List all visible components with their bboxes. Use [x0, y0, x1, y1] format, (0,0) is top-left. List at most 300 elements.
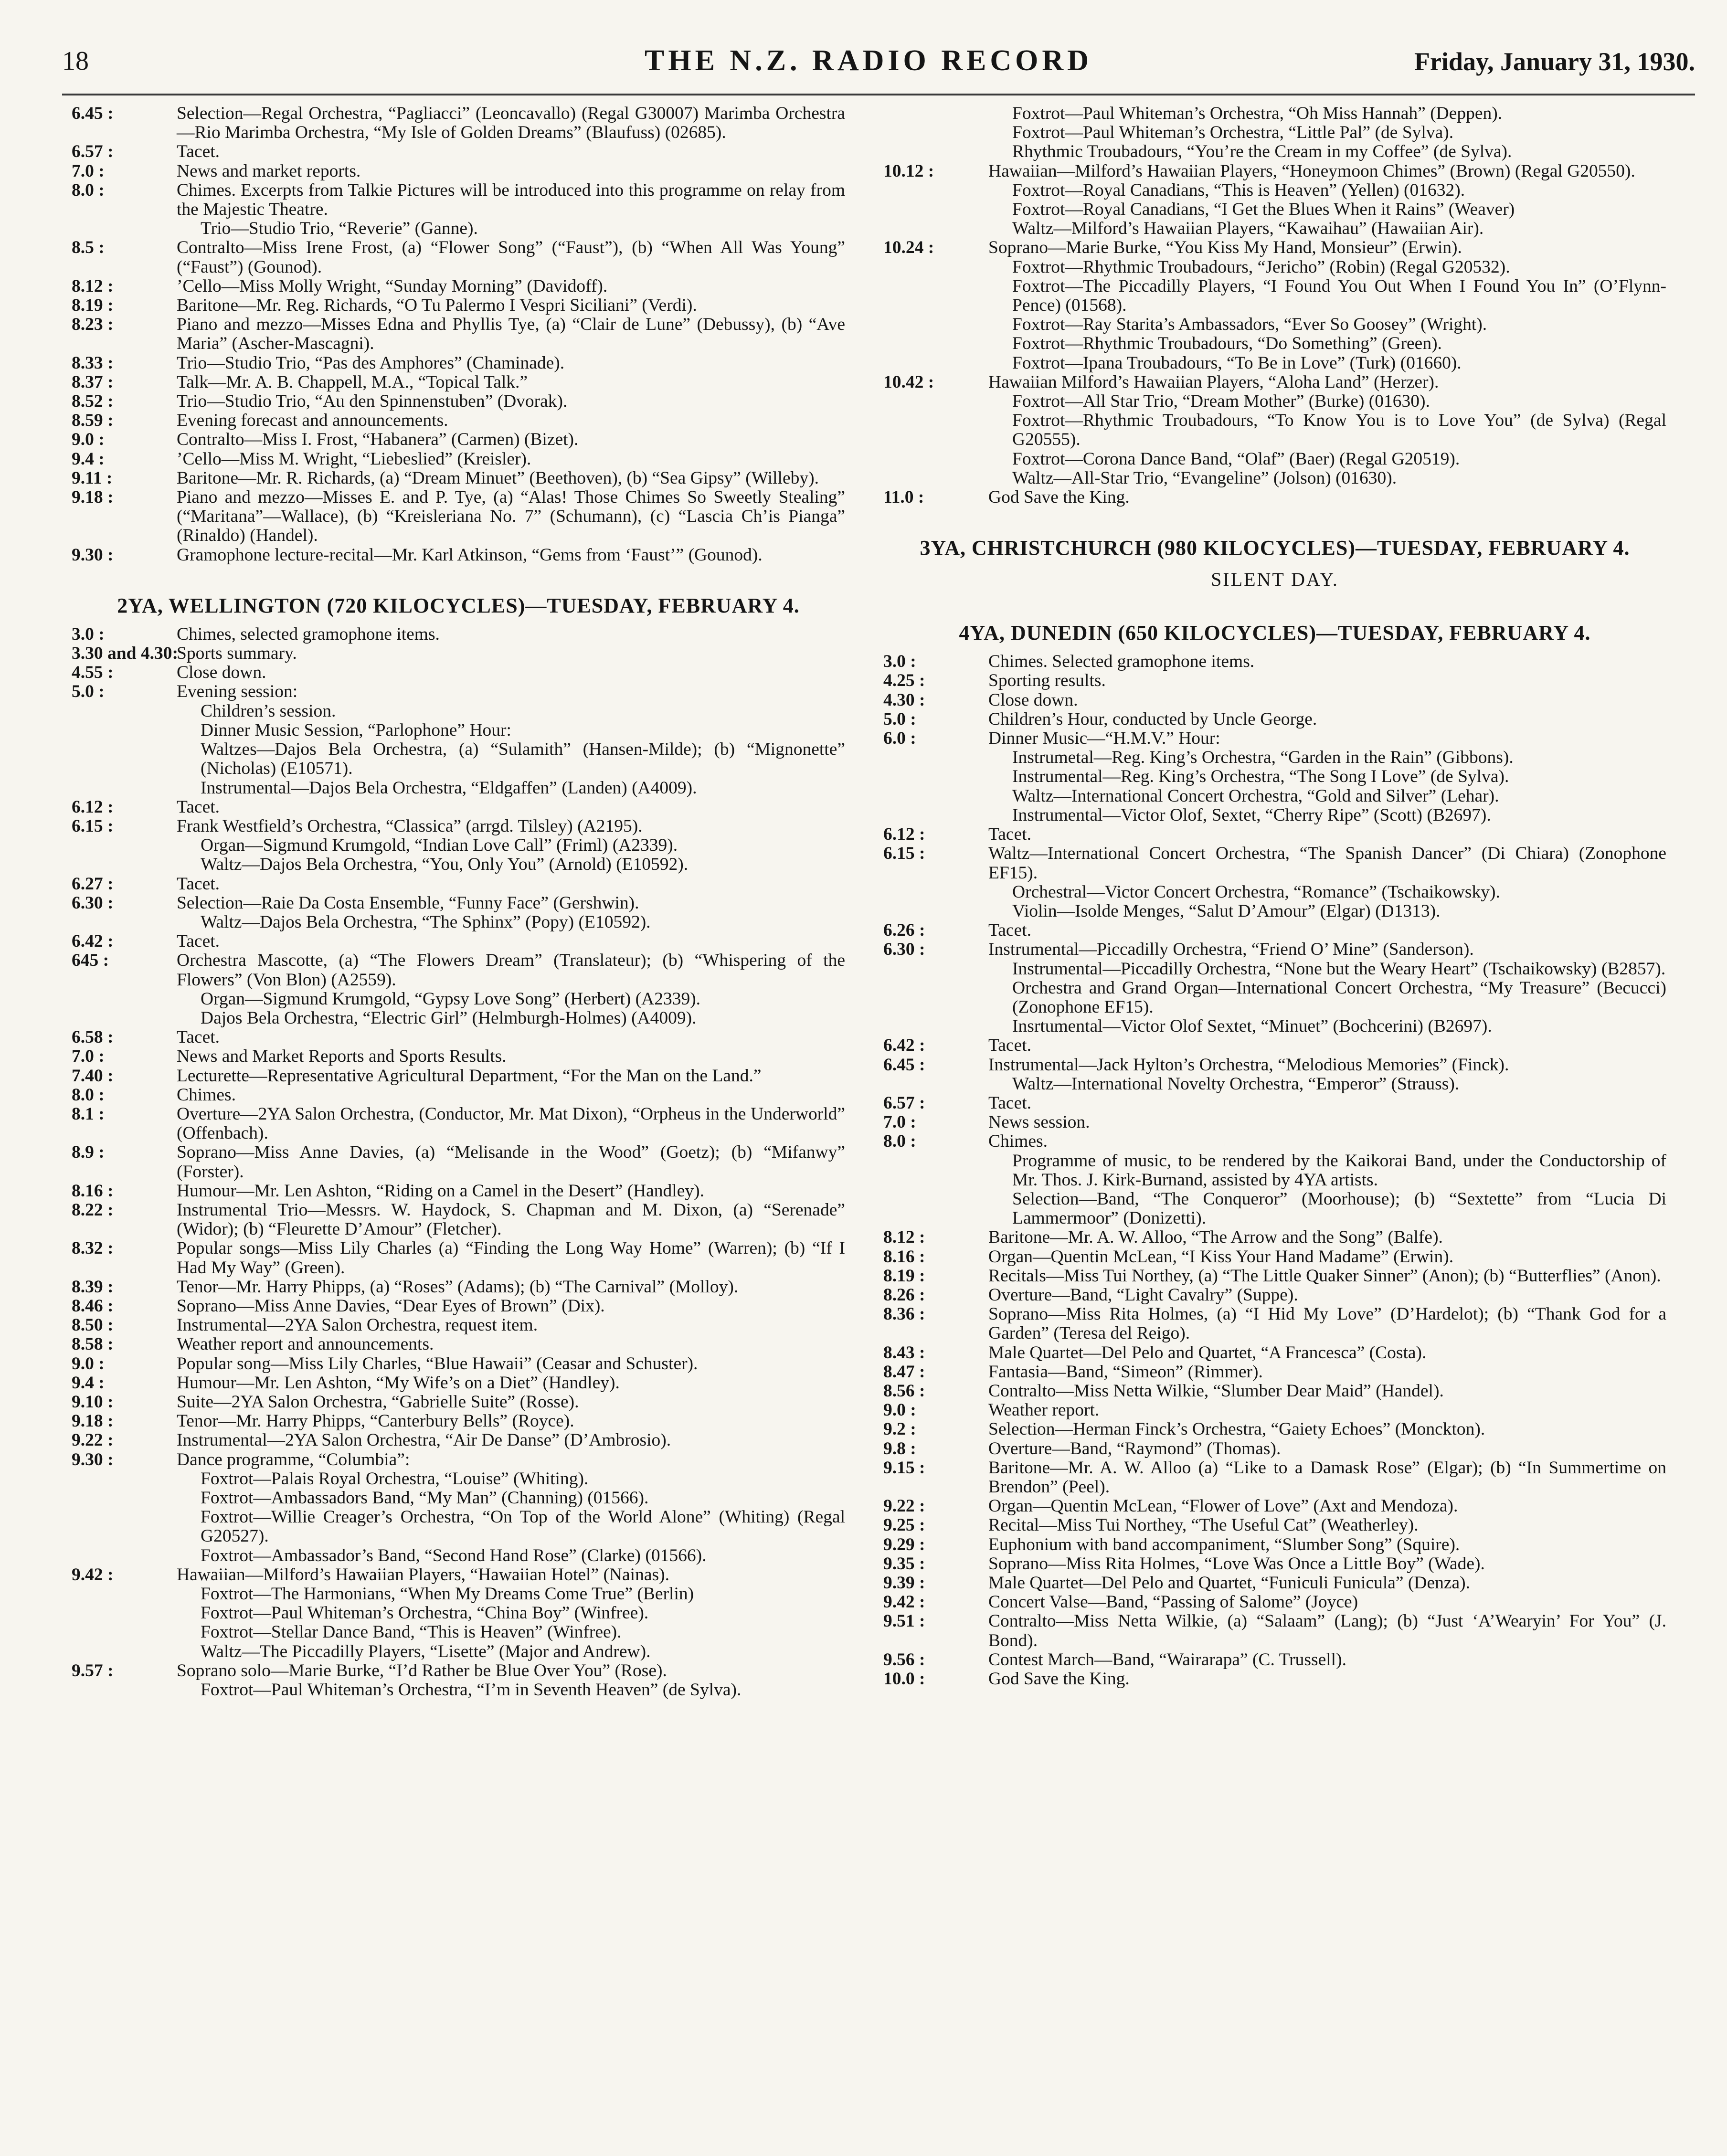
programme-description: Organ—Sigmund Krumgold, “Gypsy Love Song” (Herbert) (A2339). — [201, 989, 701, 1009]
programme-item — [883, 258, 1666, 277]
programme-description: Selection—Herman Finck’s Orchestra, “Gaiety Echoes” (Monckton). — [988, 1419, 1485, 1439]
programme-description: Soprano—Miss Anne Davies, “Dear Eyes of Brown” (Dix). — [177, 1296, 605, 1316]
programme-description: Orchestral—Victor Concert Orchestra, “Romance” (Tschaikowsky). — [1012, 882, 1500, 902]
programme-description: Tacet. — [177, 142, 220, 162]
programme-description: Foxtrot—Paul Whiteman’s Orchestra, “Little Pal” (de Sylva). — [1012, 123, 1454, 143]
programme-item — [883, 671, 1666, 690]
programme-time: 4.30 : — [883, 690, 925, 710]
programme-description: Baritone—Mr. Reg. Richards, “O Tu Palermo I Vespri Siciliani” (Verdi). — [177, 296, 697, 316]
programme-time: 8.46 : — [72, 1296, 114, 1316]
programme-description: Talk—Mr. A. B. Chappell, M.A., “Topical Talk.” — [177, 372, 528, 392]
station-heading: 2YA, WELLINGTON (720 KILOCYCLES)—TUESDAY, FEBRUARY 4. — [117, 593, 800, 617]
programme-description: Recitals—Miss Tui Northey, (a) “The Little Quaker Sinner” (Anon); (b) “Butterflies” (Anon). — [988, 1266, 1661, 1286]
programme-description: Tacet. — [988, 1093, 1032, 1113]
programme-time: 8.52 : — [72, 391, 114, 412]
programme-description: Waltz—Dajos Bela Orchestra, “The Sphinx” (Popy) (E10592). — [201, 912, 651, 932]
programme-item — [883, 1497, 1666, 1516]
programme-description: Organ—Quentin McLean, “I Kiss Your Hand Madame” (Erwin). — [988, 1247, 1454, 1267]
programme-time: 10.42 : — [883, 372, 934, 392]
programme-description: Lecturette—Representative Agricultural Department, “For the Man on the Land.” — [177, 1066, 762, 1086]
programme-description: Contralto—Miss Irene Frost, (a) “Flower Song” (“Faust”), (b) “When All Was Young” (“Faust”) (Gounod). — [177, 238, 845, 277]
station-heading: 3YA, CHRISTCHURCH (980 KILOCYCLES)—TUESDAY, FEBRUARY 4. — [920, 536, 1630, 560]
programme-item — [883, 1036, 1666, 1055]
programme-description: Rhythmic Troubadours, “You’re the Cream in my Coffee” (de Sylva). — [1012, 142, 1512, 162]
programme-description: Contralto—Miss Netta Wilkie, “Slumber Dear Maid” (Handel). — [988, 1381, 1444, 1401]
programme-item — [72, 392, 845, 411]
programme-item — [72, 1182, 845, 1201]
programme-time: 9.57 : — [72, 1660, 114, 1680]
programme-description: Instrumetal—Reg. King’s Orchestra, “Garden in the Rain” (Gibbons). — [1012, 748, 1514, 768]
programme-description: Close down. — [177, 663, 266, 683]
programme-description: Foxtrot—Rhythmic Troubadours, “Jericho” (Robin) (Regal G20532). — [1012, 257, 1510, 277]
programme-item — [72, 1316, 845, 1335]
programme-time: 6.30 : — [72, 893, 114, 913]
programme-time: 9.42 : — [72, 1564, 114, 1585]
programme-description: Instrumental—Victor Olof, Sextet, “Cherry Ripe” (Scott) (B2697). — [1012, 805, 1491, 825]
programme-time: 8.0 : — [883, 1131, 916, 1152]
programme-time: 9.15 : — [883, 1458, 925, 1478]
programme-time: 8.37 : — [72, 372, 114, 392]
programme-time: 10.0 : — [883, 1669, 925, 1689]
programme-description: Foxtrot—Stellar Dance Band, “This is Heaven” (Winfree). — [201, 1622, 622, 1642]
programme-description: News and market reports. — [177, 161, 361, 181]
programme-item — [883, 1401, 1666, 1420]
programme-time: 6.45 : — [883, 1055, 925, 1075]
programme-item — [883, 1152, 1666, 1190]
programme-time: 6.58 : — [72, 1027, 114, 1047]
page-number: 18 — [62, 46, 89, 76]
programme-item — [883, 1094, 1666, 1113]
programme-time: 9.0 : — [72, 1353, 105, 1374]
programme-description: Tacet. — [177, 874, 220, 894]
programme-time: 8.59 : — [72, 411, 114, 431]
programme-time: 8.56 : — [883, 1381, 925, 1401]
programme-item — [72, 740, 845, 778]
programme-description: Hawaiian Milford’s Hawaiian Players, “Aloha Land” (Herzer). — [988, 372, 1439, 392]
programme-item — [72, 1431, 845, 1450]
programme-item — [72, 1239, 845, 1277]
programme-description: Foxtrot—The Harmonians, “When My Dreams Come True” (Berlin) — [201, 1584, 694, 1604]
programme-time: 8.5 : — [72, 238, 105, 258]
programme-description: Male Quartet—Del Pelo and Quartet, “Funiculi Funicula” (Denza). — [988, 1573, 1471, 1593]
programme-item — [72, 1661, 845, 1680]
programme-time: 8.58 : — [72, 1334, 114, 1354]
programme-description: Foxtrot—Royal Canadians, “This is Heaven” (Yellen) (01632). — [1012, 180, 1465, 200]
programme-description: Tacet. — [177, 931, 220, 951]
programme-description: Orchestra and Grand Organ—International Concert Orchestra, “My Treasure” (Becucci) (Zonophone EF15). — [1012, 978, 1666, 1017]
programme-description: Waltz—All-Star Trio, “Evangeline” (Jolson) (01630). — [1012, 468, 1397, 488]
programme-item — [883, 652, 1666, 671]
programme-description: Baritone—Mr. A. W. Alloo (a) “Like to a Damask Rose” (Elgar); (b) “In Summertime on Brendon” (Peel). — [988, 1458, 1666, 1497]
publication-title: THE N.Z. RADIO RECORD — [645, 44, 1092, 77]
programme-item — [72, 990, 845, 1009]
programme-item — [883, 921, 1666, 940]
programme-item — [883, 1516, 1666, 1535]
programme-item — [72, 1585, 845, 1604]
programme-time: 4.55 : — [72, 663, 114, 683]
programme-item — [72, 644, 845, 663]
programme-time: 8.23 : — [72, 315, 114, 335]
programme-description: Instrumental—Dajos Bela Orchestra, “Eldgaffen” (Landen) (A4009). — [201, 778, 697, 798]
programme-item — [72, 702, 845, 721]
programme-item — [72, 238, 845, 276]
programme-description: Trio—Studio Trio, “Pas des Amphores” (Chaminade). — [177, 353, 565, 373]
programme-description: Trio—Studio Trio, “Au den Spinnenstuben” (Dvorak). — [177, 391, 568, 412]
programme-time: 9.56 : — [883, 1649, 925, 1670]
programme-item — [72, 875, 845, 894]
programme-description: Hawaiian—Milford’s Hawaiian Players, “Hawaiian Hotel” (Nainas). — [177, 1564, 669, 1585]
programme-item — [72, 1067, 845, 1086]
programme-item — [72, 450, 845, 469]
programme-description: Overture—Band, “Light Cavalry” (Suppe). — [988, 1285, 1298, 1305]
programme-description: Tacet. — [988, 824, 1032, 845]
programme-item — [883, 806, 1666, 825]
programme-item — [72, 1508, 845, 1546]
programme-description: Foxtrot—Paul Whiteman’s Orchestra, “I’m in Seventh Heaven” (de Sylva). — [201, 1680, 742, 1700]
programme-description: Foxtrot—Ambassadors Band, “My Man” (Channing) (01566). — [201, 1488, 649, 1508]
programme-time: 6.12 : — [883, 824, 925, 845]
programme-description: Instrumental—2YA Salon Orchestra, request item. — [177, 1315, 538, 1335]
programme-item — [72, 1028, 845, 1047]
programme-item — [72, 296, 845, 315]
programme-time: 8.0 : — [72, 180, 105, 200]
programme-description: Soprano—Marie Burke, “You Kiss My Hand, Monsieur” (Erwin). — [988, 238, 1462, 258]
programme-item — [72, 932, 845, 951]
programme-item — [883, 181, 1666, 200]
programme-description: Dance programme, “Columbia”: — [177, 1449, 410, 1469]
station-note: SILENT DAY. — [1211, 569, 1339, 591]
programme-item — [72, 1412, 845, 1431]
left-column — [72, 104, 845, 1700]
programme-description: Humour—Mr. Len Ashton, “Riding on a Camel in the Desert” (Handley). — [177, 1181, 704, 1201]
programme-description: Children’s session. — [201, 701, 336, 721]
programme-description: ’Cello—Miss M. Wright, “Liebeslied” (Kreisler). — [177, 449, 531, 469]
programme-item — [883, 1535, 1666, 1554]
programme-item — [72, 411, 845, 430]
programme-item — [72, 721, 845, 740]
programme-description: Chimes. — [177, 1085, 236, 1105]
programme-time: 8.33 : — [72, 353, 114, 373]
programme-time: 7.0 : — [72, 161, 105, 181]
programme-description: Waltz—Milford’s Hawaiian Players, “Kawaihau” (Hawaiian Air). — [1012, 219, 1484, 239]
programme-item — [883, 729, 1666, 748]
programme-time: 8.36 : — [883, 1304, 925, 1324]
programme-item — [883, 488, 1666, 507]
programme-time: 9.30 : — [72, 1449, 114, 1469]
programme-item — [883, 767, 1666, 786]
programme-description: News session. — [988, 1112, 1090, 1132]
programme-time: 8.19 : — [72, 296, 114, 316]
programme-description: Overture—2YA Salon Orchestra, (Conductor, Mr. Mat Dixon), “Orpheus in the Underworld” (Offenbach). — [177, 1104, 845, 1143]
programme-description: Foxtrot—Ambassador’s Band, “Second Hand Rose” (Clarke) (01566). — [201, 1545, 707, 1565]
programme-description: Orchestra Mascotte, (a) “The Flowers Dream” (Translateur); (b) “Whispering of the Flowers” (Von Blon) (A2559). — [177, 951, 845, 990]
programme-description: Piano and mezzo—Misses E. and P. Tye, (a) “Alas! Those Chimes So Sweetly Stealing” (“Maritana”—Wallace), (b) “Kreisleriana No. 7” (Schumann), (c) “Lascia Ch’is Pianga” (Rinaldo) (Handel). — [177, 487, 845, 546]
programme-item — [72, 430, 845, 449]
programme-item — [72, 1565, 845, 1585]
programme-description: Evening forecast and announcements. — [177, 411, 448, 431]
programme-item — [883, 844, 1666, 882]
programme-description: Soprano—Miss Rita Holmes, (a) “I Hid My Love” (D’Hardelot); (b) “Thank God for a Garden” (Teresa del Reigo). — [988, 1304, 1666, 1343]
programme-item — [883, 200, 1666, 219]
programme-item — [72, 855, 845, 874]
programme-time: 6.12 : — [72, 797, 114, 817]
programme-item — [72, 162, 845, 181]
programme-item — [883, 104, 1666, 123]
programme-time: 7.40 : — [72, 1066, 114, 1086]
programme-description: Foxtrot—Willie Creager’s Orchestra, “On Top of the World Alone” (Whiting) (Regal G20527). — [201, 1507, 845, 1546]
programme-description: Foxtrot—Paul Whiteman’s Orchestra, “Oh Miss Hannah” (Deppen). — [1012, 104, 1503, 123]
programme-description: Instrumental—Jack Hylton’s Orchestra, “Melodious Memories” (Finck). — [988, 1055, 1509, 1075]
programme-item — [72, 682, 845, 701]
programme-time: 9.39 : — [883, 1573, 925, 1593]
programme-item — [883, 1554, 1666, 1574]
programme-description: Chimes, selected gramophone items. — [177, 624, 440, 644]
programme-description: Popular song—Miss Lily Charles, “Blue Hawaii” (Ceasar and Schuster). — [177, 1353, 698, 1374]
programme-time: 11.0 : — [883, 487, 924, 507]
programme-time: 8.50 : — [72, 1315, 114, 1335]
programme-item — [72, 951, 845, 989]
programme-description: Recital—Miss Tui Northey, “The Useful Cat” (Weatherley). — [988, 1515, 1419, 1535]
programme-item — [883, 1420, 1666, 1439]
programme-item — [72, 1489, 845, 1508]
programme-description: Foxtrot—Rhythmic Troubadours, “Do Something” (Green). — [1012, 334, 1442, 354]
programme-time: 9.4 : — [72, 449, 105, 469]
programme-item — [72, 1393, 845, 1412]
programme-description: Weather report. — [988, 1400, 1100, 1420]
programme-item — [883, 1267, 1666, 1286]
programme-description: Evening session: — [177, 682, 298, 702]
programme-time: 9.30 : — [72, 545, 114, 565]
programme-item — [883, 411, 1666, 449]
programme-item — [883, 691, 1666, 710]
programme-item — [883, 1670, 1666, 1689]
programme-item — [883, 1343, 1666, 1363]
programme-description: Selection—Band, “The Conqueror” (Moorhouse); (b) “Sextette” from “Lucia Di Lammermoor” (Donizetti). — [1012, 1189, 1666, 1228]
programme-description: Soprano solo—Marie Burke, “I’d Rather be Blue Over You” (Rose). — [177, 1660, 667, 1680]
programme-description: Hawaiian—Milford’s Hawaiian Players, “Honeymoon Chimes” (Brown) (Regal G20550). — [988, 161, 1635, 181]
programme-description: Male Quartet—Del Pelo and Quartet, “A Francesca” (Costa). — [988, 1342, 1427, 1363]
programme-description: Piano and mezzo—Misses Edna and Phyllis Tye, (a) “Clair de Lune” (Debussy), (b) “Ave Maria” (Ascher-Mascagni). — [177, 315, 845, 354]
programme-description: Soprano—Miss Rita Holmes, “Love Was Once a Little Boy” (Wade). — [988, 1554, 1485, 1574]
programme-description: Tenor—Mr. Harry Phipps, “Canterbury Bells” (Royce). — [177, 1411, 574, 1431]
programme-time: 9.22 : — [72, 1430, 114, 1450]
programme-item — [72, 1604, 845, 1623]
programme-item — [72, 219, 845, 238]
programme-description: ’Cello—Miss Molly Wright, “Sunday Morning” (Davidoff). — [177, 276, 608, 296]
programme-time: 9.4 : — [72, 1373, 105, 1393]
programme-item — [72, 625, 845, 644]
programme-item — [883, 1056, 1666, 1075]
programme-time: 6.26 : — [883, 920, 925, 941]
programme-item — [883, 238, 1666, 257]
programme-item — [883, 748, 1666, 767]
programme-item — [883, 354, 1666, 373]
programme-time: 4.25 : — [883, 671, 925, 691]
page-header — [62, 44, 1695, 87]
programme-item — [883, 1132, 1666, 1151]
issue-date: Friday, January 31, 1930. — [1414, 47, 1695, 76]
programme-item — [72, 1086, 845, 1105]
programme-description: Frank Westfield’s Orchestra, “Classica” (arrgd. Tilsley) (A2195). — [177, 816, 643, 836]
programme-description: Selection—Regal Orchestra, “Pagliacci” (Leoncavallo) (Regal G30007) Marimba Orchestra—Rio Marimba Orchestra, “My Isle of Golden Dreams” (Blaufuss) (02685). — [177, 104, 845, 143]
programme-description: Baritone—Mr. R. Richards, (a) “Dream Minuet” (Beethoven), (b) “Sea Gipsy” (Willeby). — [177, 468, 819, 488]
programme-time: 6.27 : — [72, 874, 114, 894]
programme-time: 9.25 : — [883, 1515, 925, 1535]
programme-item — [883, 1612, 1666, 1650]
programme-description: Popular songs—Miss Lily Charles (a) “Finding the Long Way Home” (Warren); (b) “If I Had My Way” (Green). — [177, 1238, 845, 1278]
programme-description: Foxtrot—Rhythmic Troubadours, “To Know You is to Love You” (de Sylva) (Regal G20555). — [1012, 411, 1666, 450]
programme-description: Waltz—Dajos Bela Orchestra, “You, Only You” (Arnold) (E10592). — [201, 855, 689, 875]
programme-item — [883, 315, 1666, 334]
programme-item — [883, 1593, 1666, 1612]
programme-item — [883, 825, 1666, 844]
programme-description: Sporting results. — [988, 671, 1106, 691]
programme-item — [883, 392, 1666, 411]
programme-description: Violin—Isolde Menges, “Salut D’Amour” (Elgar) (D1313). — [1012, 901, 1441, 921]
right-column — [883, 104, 1666, 1689]
programme-item — [72, 488, 845, 546]
programme-description: Organ—Quentin McLean, “Flower of Love” (Axt and Mendoza). — [988, 1496, 1458, 1516]
programme-description: Foxtrot—All Star Trio, “Dream Mother” (Burke) (01630). — [1012, 391, 1430, 412]
programme-item — [883, 1228, 1666, 1247]
programme-item — [883, 1439, 1666, 1458]
programme-description: Foxtrot—Paul Whiteman’s Orchestra, “China Boy” (Winfree). — [201, 1603, 649, 1623]
programme-time: 9.22 : — [883, 1496, 925, 1516]
programme-item — [72, 1143, 845, 1181]
programme-item — [883, 1286, 1666, 1305]
programme-description: Foxtrot—Royal Canadians, “I Get the Blues When it Rains” (Weaver) — [1012, 200, 1515, 220]
programme-description: Tenor—Mr. Harry Phipps, (a) “Roses” (Adams); (b) “The Carnival” (Molloy). — [177, 1277, 739, 1297]
programme-description: Chimes. Selected gramophone items. — [988, 652, 1255, 672]
programme-item — [883, 902, 1666, 921]
programme-description: Instrumental—2YA Salon Orchestra, “Air De Danse” (D’Ambrosio). — [177, 1430, 671, 1450]
programme-item — [883, 883, 1666, 902]
programme-item — [883, 373, 1666, 392]
programme-item — [883, 1075, 1666, 1094]
programme-time: 5.0 : — [883, 709, 916, 729]
programme-time: 8.22 : — [72, 1200, 114, 1220]
programme-description: Instrumental—Reg. King’s Orchestra, “The Song I Love” (de Sylva). — [1012, 767, 1509, 787]
programme-description: Trio—Studio Trio, “Reverie” (Ganne). — [201, 219, 478, 239]
programme-description: Tacet. — [177, 797, 220, 817]
programme-item — [883, 960, 1666, 979]
programme-time: 10.12 : — [883, 161, 934, 181]
programme-item — [72, 1354, 845, 1374]
programme-description: Chimes. Excerpts from Talkie Pictures will be introduced into this programme on relay from the Majestic Theatre. — [177, 180, 845, 220]
programme-time: 8.12 : — [883, 1227, 925, 1247]
programme-description: Foxtrot—Corona Dance Band, “Olaf” (Baer) (Regal G20519). — [1012, 449, 1460, 469]
programme-item — [72, 798, 845, 817]
programme-time: 9.42 : — [883, 1592, 925, 1612]
programme-item — [72, 1450, 845, 1469]
header-rule — [62, 94, 1695, 95]
programme-time: 8.16 : — [883, 1247, 925, 1267]
programme-description: Dinner Music Session, “Parlophone” Hour: — [201, 720, 511, 740]
programme-time: 8.16 : — [72, 1181, 114, 1201]
programme-time: 6.42 : — [883, 1036, 925, 1056]
programme-item — [883, 123, 1666, 142]
programme-time: 6.45 : — [72, 104, 114, 123]
programme-time: 8.43 : — [883, 1342, 925, 1363]
programme-time: 6.57 : — [883, 1093, 925, 1113]
programme-item — [72, 1009, 845, 1028]
programme-item — [72, 913, 845, 932]
programme-description: Tacet. — [988, 920, 1032, 941]
programme-item — [883, 450, 1666, 469]
programme-time: 6.42 : — [72, 931, 114, 951]
programme-time: 5.0 : — [72, 682, 105, 702]
programme-time: 3.0 : — [883, 652, 916, 672]
programme-description: Close down. — [988, 690, 1078, 710]
programme-description: Weather report and announcements. — [177, 1334, 434, 1354]
programme-time: 8.19 : — [883, 1266, 925, 1286]
programme-description: Children’s Hour, conducted by Uncle George. — [988, 709, 1317, 729]
programme-item — [883, 1017, 1666, 1036]
programme-description: Foxtrot—Ipana Troubadours, “To Be in Love” (Turk) (01660). — [1012, 353, 1462, 373]
programme-item — [72, 354, 845, 373]
programme-item — [72, 1623, 845, 1642]
programme-time: 9.29 : — [883, 1534, 925, 1554]
programme-item — [72, 1374, 845, 1393]
programme-description: Instrumental—Piccadilly Orchestra, “Friend O’ Mine” (Sanderson). — [988, 940, 1474, 960]
programme-time: 9.2 : — [883, 1419, 916, 1439]
programme-description: Dajos Bela Orchestra, “Electric Girl” (Helmburgh-Holmes) (A4009). — [201, 1008, 697, 1028]
programme-item — [72, 1469, 845, 1489]
programme-description: Dinner Music—“H.M.V.” Hour: — [988, 729, 1220, 749]
programme-description: Soprano—Miss Anne Davies, (a) “Melisande in the Wood” (Goetz); (b) “Mifanwy” (Forster). — [177, 1142, 845, 1182]
programme-description: Baritone—Mr. A. W. Alloo, “The Arrow and the Song” (Balfe). — [988, 1227, 1443, 1247]
programme-description: Concert Valse—Band, “Passing of Salome” (Joyce) — [988, 1592, 1358, 1612]
programme-time: 8.47 : — [883, 1362, 925, 1382]
programme-description: Foxtrot—Ray Starita’s Ambassadors, “Ever So Goosey” (Wright). — [1012, 315, 1487, 335]
programme-item — [883, 1363, 1666, 1382]
programme-item — [72, 1546, 845, 1565]
programme-description: Tacet. — [177, 1027, 220, 1047]
programme-item — [883, 277, 1666, 315]
programme-description: Suite—2YA Salon Orchestra, “Gabrielle Suite” (Rosse). — [177, 1392, 579, 1412]
programme-time: 9.8 : — [883, 1438, 916, 1458]
programme-time: 8.9 : — [72, 1142, 105, 1163]
programme-description: Sports summary. — [177, 644, 297, 664]
programme-time: 8.39 : — [72, 1277, 114, 1297]
programme-time: 8.1 : — [72, 1104, 105, 1124]
programme-item — [72, 836, 845, 855]
programme-description: Contest March—Band, “Wairarapa” (C. Trussell). — [988, 1649, 1346, 1670]
programme-time: 3.30 and 4.30: — [72, 644, 178, 664]
programme-time: 9.10 : — [72, 1392, 114, 1412]
programme-item — [72, 315, 845, 353]
programme-time: 9.35 : — [883, 1554, 925, 1574]
programme-description: Tacet. — [988, 1036, 1032, 1056]
programme-item — [72, 373, 845, 392]
programme-description: Waltz—International Concert Orchestra, “The Spanish Dancer” (Di Chiara) (Zonophone EF15). — [988, 844, 1666, 883]
programme-time: 8.12 : — [72, 276, 114, 296]
programme-item — [72, 1297, 845, 1316]
programme-item — [72, 1642, 845, 1661]
programme-description: Humour—Mr. Len Ashton, “My Wife’s on a Diet” (Handley). — [177, 1373, 620, 1393]
programme-item — [72, 1335, 845, 1354]
programme-time: 6.0 : — [883, 729, 916, 749]
programme-time: 9.18 : — [72, 487, 114, 507]
programme-item — [72, 1680, 845, 1700]
programme-description: Gramophone lecture-recital—Mr. Karl Atkinson, “Gems from ‘Faust’” (Gounod). — [177, 545, 763, 565]
programme-description: Chimes. — [988, 1131, 1048, 1152]
programme-time: 10.24 : — [883, 238, 934, 258]
programme-item — [72, 1047, 845, 1066]
programme-item — [883, 787, 1666, 806]
programme-time: 6.15 : — [72, 816, 114, 836]
programme-time: 8.32 : — [72, 1238, 114, 1258]
